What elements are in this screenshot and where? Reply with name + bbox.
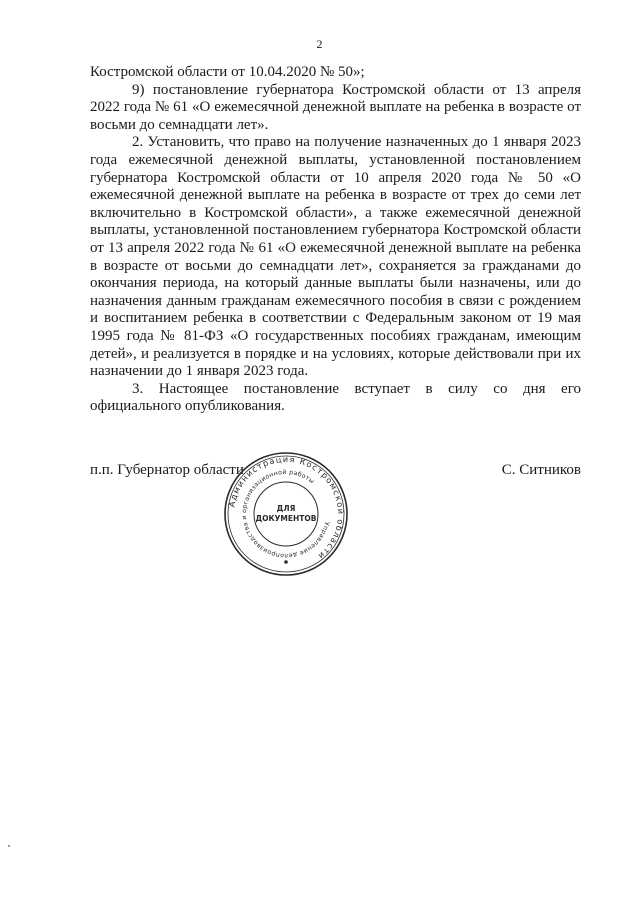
paragraph-continuation: Костромской области от 10.04.2020 № 50»; bbox=[90, 64, 365, 80]
stamp-center-line-1: ДЛЯ bbox=[276, 504, 296, 513]
scan-artifact bbox=[8, 845, 10, 847]
stamp-center-line-2: ДОКУМЕНТОВ bbox=[255, 514, 317, 523]
signatory-title: п.п. Губернатор области bbox=[90, 462, 244, 478]
signatory-name: С. Ситников bbox=[501, 462, 581, 478]
stamp-seal-icon bbox=[221, 449, 351, 579]
stamp-inner-text: Управление делопроизводства и организационной работы bbox=[240, 468, 331, 560]
paragraph-clause-3: 3. Настоящее постановление вступает в силу со дня его официального опубликования. bbox=[90, 380, 581, 415]
document-body bbox=[90, 64, 581, 416]
page-number: 2 bbox=[316, 37, 323, 51]
paragraph-clause-2: 2. Установить, что право на получение назначенных до 1 января 2023 года ежемесячной денежной выплаты, установленной постановлением губернатора Костромской области от 10 апреля 2020 года № 50 «О ежемесячной денежной выплате на ребенка в возрасте от трех до семи лет включительно в Костромской области», а также ежемесячной денежной выплаты, установленной постановлением губернатора Костромской области от 13 апреля 2022 года № 61 «О ежемесячной денежной выплате на ребенка в возрасте от восьми до семнадцати лет», сохраняется за гражданами до окончания периода, на который данные выплаты были назначены, или до назначения данным гражданам ежемесячного пособия в связи с рождением и воспитанием ребенка в соответствии с Федеральным законом от 19 мая 1995 года № 81-ФЗ «О государственных пособиях гражданам, имеющим детей», и реализуется в порядке и на условиях, которые действовали при их назначении до 1 января 2023 года. bbox=[90, 134, 581, 380]
official-stamp bbox=[221, 449, 351, 579]
stamp-outer-text: Администрация Костромской области bbox=[226, 453, 347, 562]
paragraph-item-9: 9) постановление губернатора Костромской области от 13 апреля 2022 года № 61 «О ежемесячной денежной выплате на ребенка в возрасте от восьми до семнадцати лет». bbox=[90, 81, 581, 133]
